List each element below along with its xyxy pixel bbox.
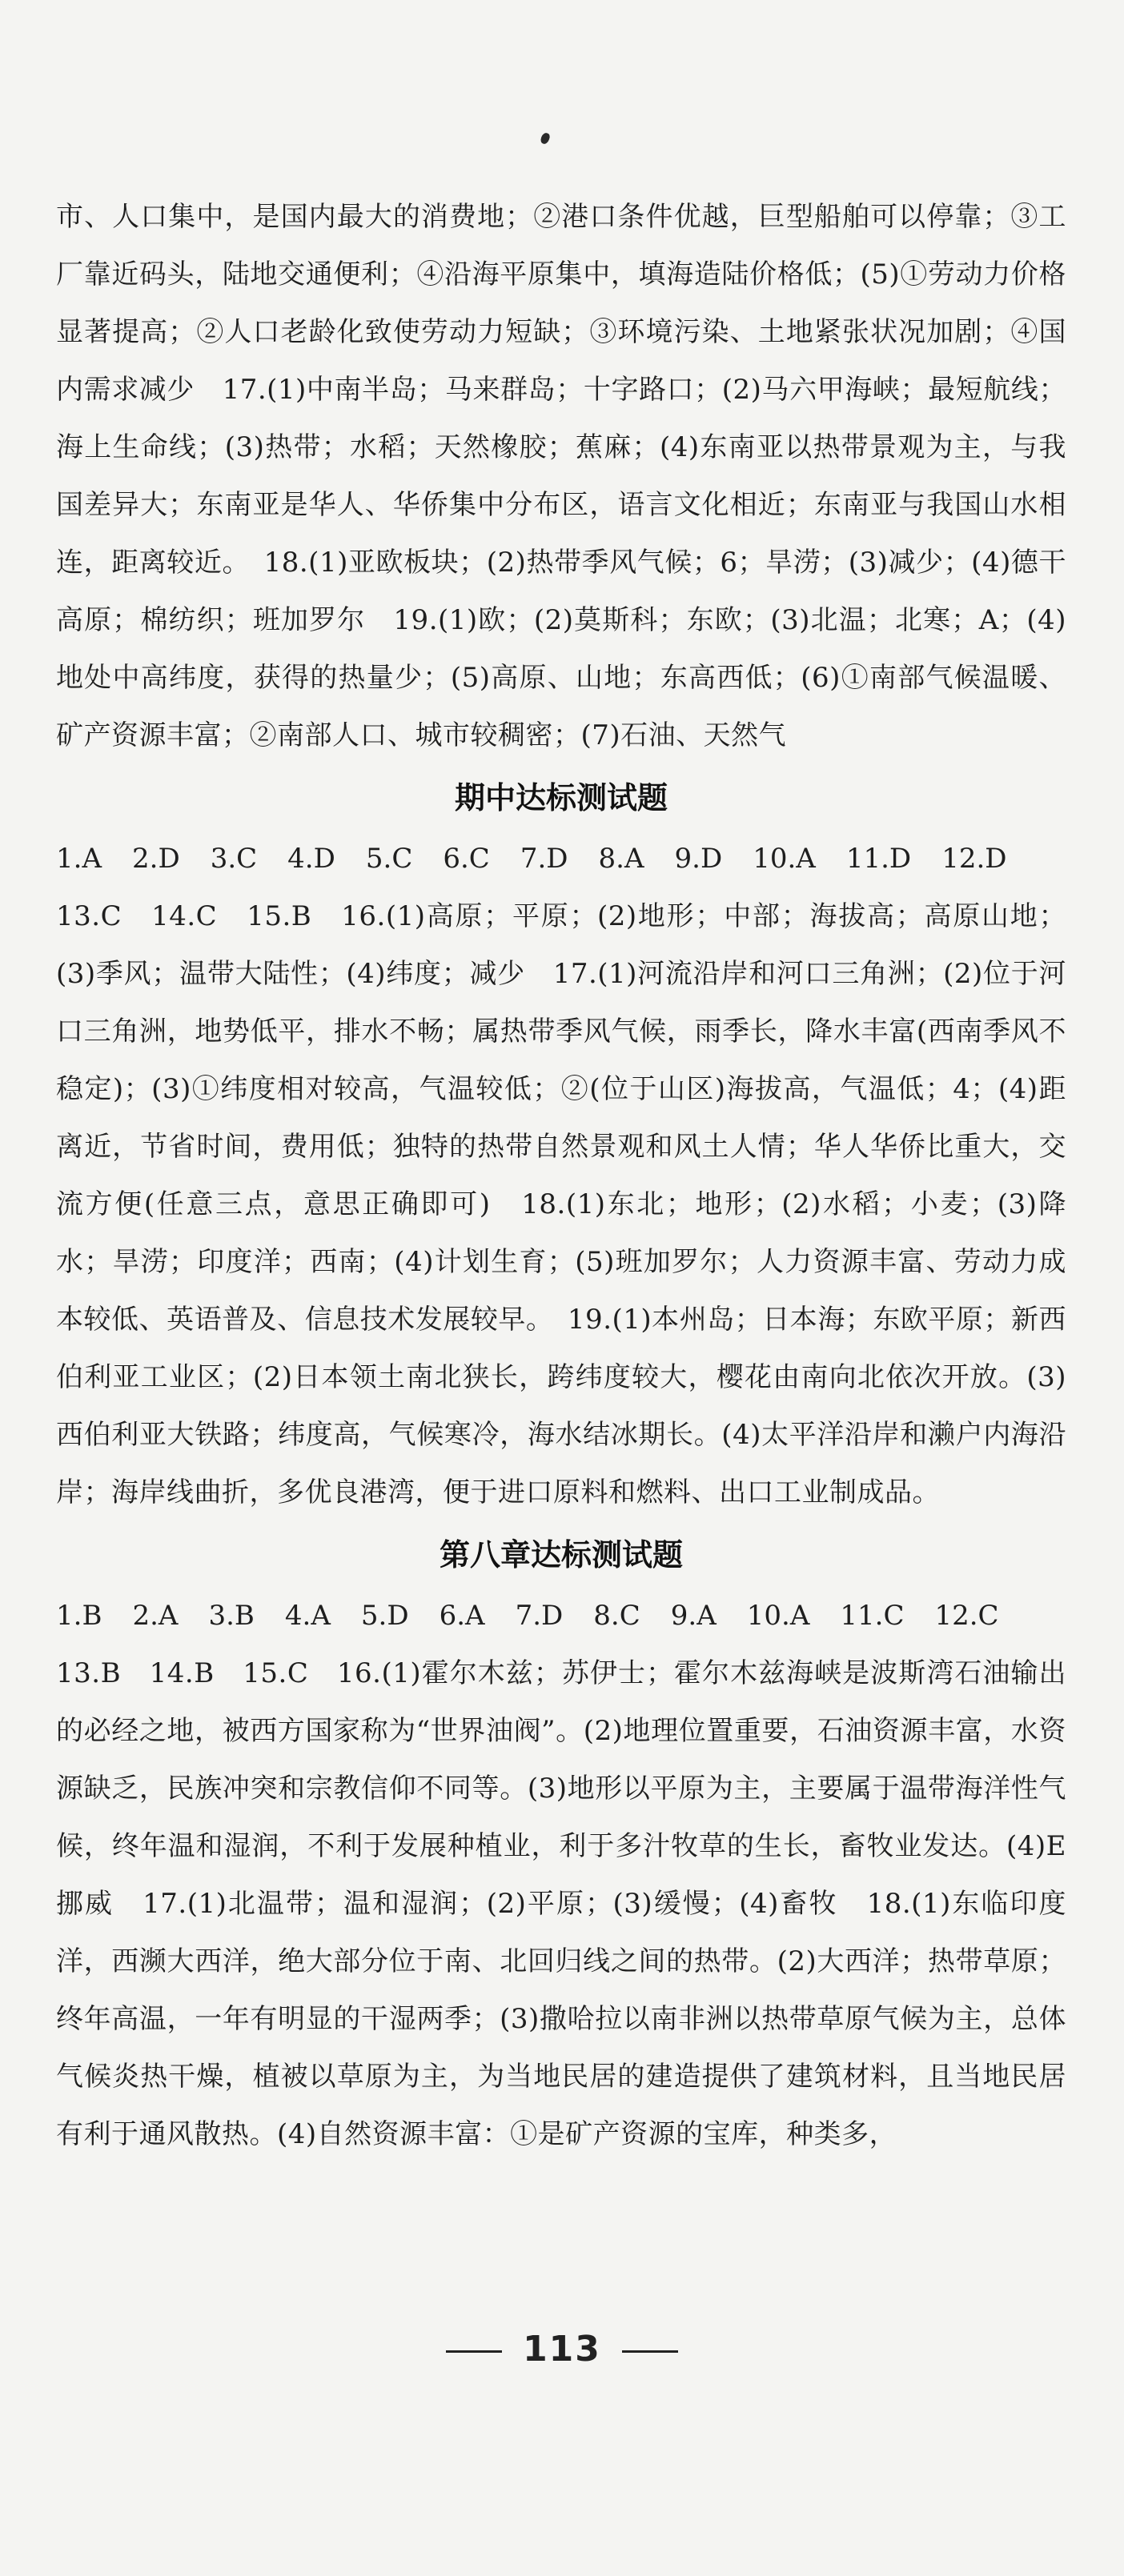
midterm-answers-row — [56, 830, 1066, 887]
answer-item: 2.A — [132, 1600, 179, 1632]
answer-item: 10.A — [746, 1600, 810, 1632]
answer-item: 9.D — [674, 843, 723, 875]
page-footer — [0, 2329, 1124, 2370]
answer-item: 4.D — [287, 843, 335, 875]
answer-item: 11.C — [840, 1600, 905, 1632]
answer-item: 5.C — [365, 843, 413, 875]
answer-item: 4.A — [284, 1600, 331, 1632]
answer-item: 1.B — [56, 1600, 102, 1632]
answer-item: 7.D — [520, 843, 568, 875]
answer-item: 9.A — [670, 1600, 717, 1632]
answer-item: 8.C — [593, 1600, 640, 1632]
chapter8-answers-row — [56, 1587, 1066, 1645]
answer-item: 3.C — [210, 843, 258, 875]
answer-item: 3.B — [208, 1600, 255, 1632]
section1-text: 市、人口集中，是国内最大的消费地；②港口条件优越，巨型船舶可以停靠；③工厂靠近码头，陆地交通便利；④沿海平原集中，填海造陆价格低；(5)①劳动力价格显著提高；②人口老龄化致使劳动力短缺；③环境污染、土地紧张状况加剧；④国内需求减少 17.(1)中南半岛；马来群岛；十字路口；(2)马六甲海峡；最短航线；海上生命线；(3)热带；水稻；天然橡胶；蕉麻；(4)东南亚以热带景观为主，与我国差异大；东南亚是华人、华侨集中分布区，语言文化相近；东南亚与我国山水相连，距离较近。 18.(1)亚欧板块；(2)热带季风气候；6；旱涝；(3)减少；(4)德干高原；棉纺织；班加罗尔 19.(1)欧；(2)莫斯科；东欧；(3)北温；北寒；A；(4)地处中高纬度，获得的热量少；(5)高原、山地；东高西低；(6)①南部气候温暖、矿产资源丰富；②南部人口、城市较稠密；(7)石油、天然气 — [56, 201, 1066, 751]
answer-item: 10.A — [753, 843, 816, 875]
answer-item: 8.A — [598, 843, 644, 875]
answer-item: 12.C — [934, 1600, 999, 1632]
footer-dash-right — [622, 2350, 678, 2353]
answer-item: 6.A — [439, 1600, 485, 1632]
answer-item: 6.C — [443, 843, 490, 875]
answer-item: 7.D — [515, 1600, 564, 1632]
page-number: 113 — [523, 2329, 601, 2370]
answer-item: 5.D — [360, 1600, 409, 1632]
chapter8-text: 13.B 14.B 15.C 16.(1)霍尔木兹；苏伊士；霍尔木兹海峡是波斯湾石油输出的必经之地，被西方国家称为“世界油阀”。(2)地理位置重要，石油资源丰富，水资源缺乏，民族冲突和宗教信仰不同等。(3)地形以平原为主，主要属于温带海洋性气候，终年温和湿润，不利于发展种植业，利于多汁牧草的生长，畜牧业发达。(4)E 挪威 17.(1)北温带；温和湿润；(2)平原；(3)缓慢；(4)畜牧 18.(1)东临印度洋，西濒大西洋，绝大部分位于南、北回归线之间的热带。(2)大西洋；热带草原；终年高温，一年有明显的干湿两季；(3)撒哈拉以南非洲以热带草原气候为主，总体气候炎热干燥，植被以草原为主，为当地民居的建造提供了建筑材料，且当地民居有利于通风散热。(4)自然资源丰富：①是矿产资源的宝库，种类多， — [56, 1657, 1066, 2150]
chapter8-test-title: 第八章达标测试题 — [439, 1537, 683, 1572]
answer-item: 11.D — [845, 843, 912, 875]
answer-item: 2.D — [132, 843, 180, 875]
footer-dash-left — [446, 2350, 502, 2353]
answer-item: 12.D — [941, 843, 1007, 875]
midterm-test-title: 期中达标测试题 — [454, 780, 668, 815]
midterm-text: 13.C 14.C 15.B 16.(1)高原；平原；(2)地形；中部；海拔高；高原山地；(3)季风；温带大陆性；(4)纬度；减少 17.(1)河流沿岸和河口三角洲；(2)位于河口三角洲，地势低平，排水不畅；属热带季风气候，雨季长，降水丰富(西南季风不稳定)；(3)①纬度相对较高，气温较低；②(位于山区)海拔高，气温低；4；(4)距离近，节省时间，费用低；独特的热带自然景观和风土人情；华人华侨比重大，交流方便(任意三点，意思正确即可) 18.(1)东北；地形；(2)水稻；小麦；(3)降水；旱涝；印度洋；西南；(4)计划生育；(5)班加罗尔；人力资源丰富、劳动力成本较低、英语普及、信息技术发展较早。 19.(1)本州岛；日本海；东欧平原；新西伯利亚工业区；(2)日本领土南北狭长，跨纬度较大，樱花由南向北依次开放。(3)西伯利亚大铁路；纬度高，气候寒冷，海水结冰期长。(4)太平洋沿岸和濑户内海沿岸；海岸线曲折，多优良港湾，便于进口原料和燃料、出口工业制成品。 — [56, 900, 1066, 1508]
answer-item: 1.A — [56, 843, 102, 875]
ink-speck — [540, 132, 551, 146]
